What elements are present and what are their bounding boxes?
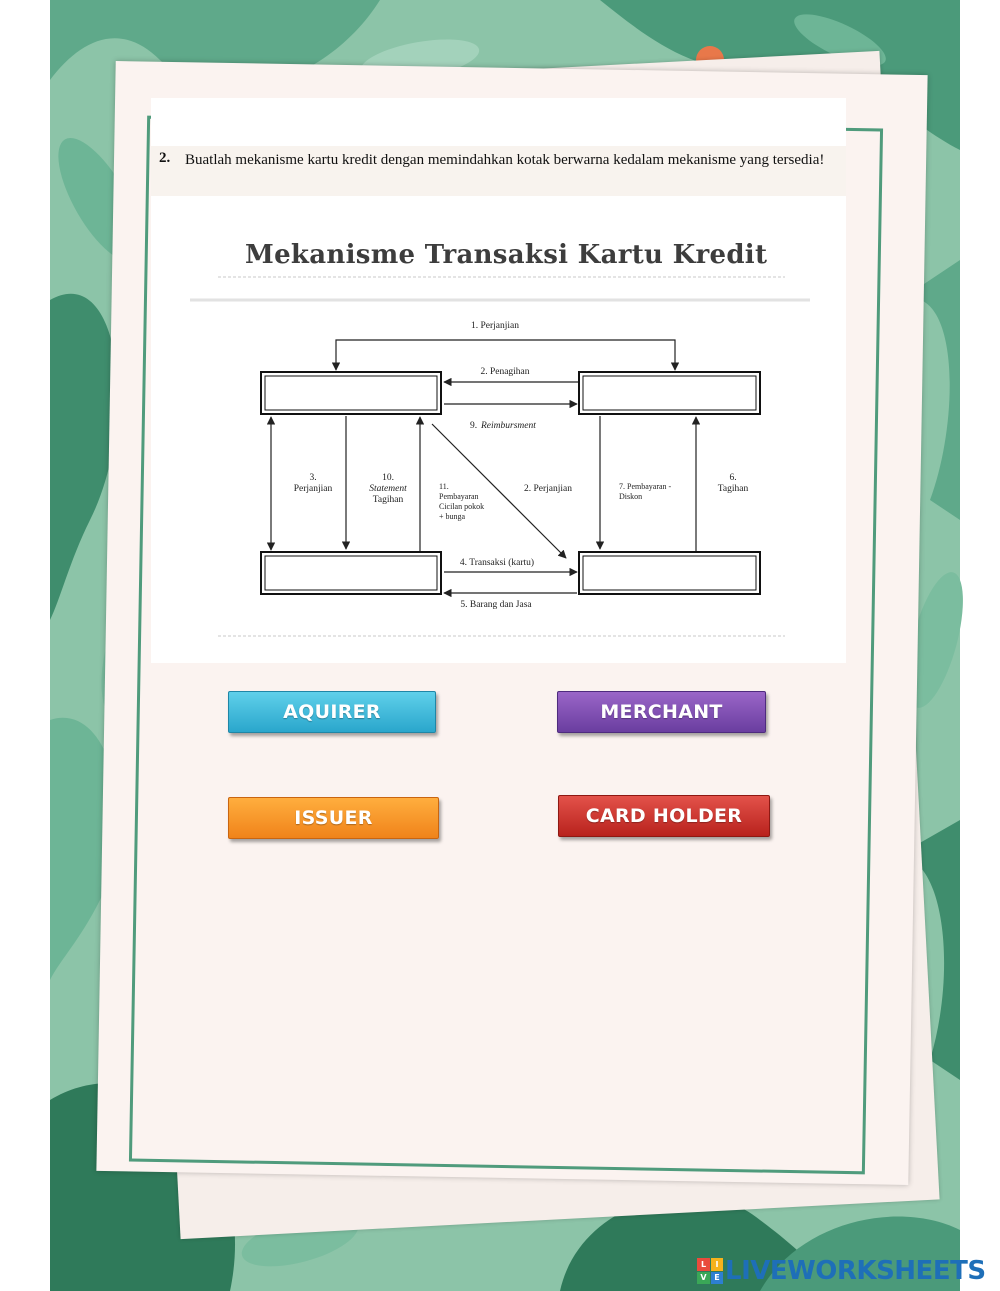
label-pembayaran-11-line3: + bunga bbox=[439, 512, 466, 521]
label-pembayaran-11-line1: Pembayaran bbox=[439, 492, 479, 501]
aquirer-option-button[interactable]: AQUIRER bbox=[228, 691, 436, 733]
logo-letter: L bbox=[697, 1258, 710, 1271]
question-text: Buatlah mekanisme kartu kredit dengan memindahkan kotak berwarna kedalam mekanisme yang tersedia! bbox=[185, 152, 825, 168]
label-reimbursment-num: 9. bbox=[470, 421, 478, 431]
drop-box-top-right[interactable] bbox=[579, 372, 760, 414]
label-penagihan: 2. Penagihan bbox=[480, 367, 530, 377]
logo-letter: V bbox=[697, 1272, 710, 1285]
label-perjanjian-2: 2. Perjanjian bbox=[524, 484, 573, 494]
label-barang: 5. Barang dan Jasa bbox=[460, 600, 532, 610]
logo-letter: I bbox=[711, 1258, 724, 1271]
label-statement: Statement bbox=[369, 484, 407, 494]
diagram-title: Mekanisme Transaksi Kartu Kredit bbox=[245, 240, 768, 270]
liveworksheets-logo-icon bbox=[697, 1258, 723, 1284]
liveworksheets-brand[interactable] bbox=[697, 1256, 986, 1286]
label-tagihan-6-num: 6. bbox=[729, 473, 737, 483]
label-pembayaran-11-line2: Cicilan pokok bbox=[439, 502, 485, 511]
brand-name: LIVEWORKSHEETS bbox=[725, 1256, 986, 1286]
label-pembayaran-11-num: 11. bbox=[439, 482, 449, 491]
label-perjanjian-top: 1. Perjanjian bbox=[470, 321, 520, 331]
label-pembayaran-7-line1: 7. Pembayaran - bbox=[619, 482, 672, 491]
label-tagihan-10: Tagihan bbox=[372, 495, 404, 505]
label-transaksi: 4. Transaksi (kartu) bbox=[459, 558, 535, 568]
label-pembayaran-7-line2: Diskon bbox=[619, 492, 643, 501]
issuer-option-button[interactable]: ISSUER bbox=[228, 797, 439, 839]
label-perjanjian-3-num: 3. bbox=[309, 473, 317, 483]
merchant-option-button[interactable]: MERCHANT bbox=[557, 691, 766, 733]
label-perjanjian-3: Perjanjian bbox=[293, 484, 333, 494]
label-reimbursment: Reimbursment bbox=[481, 421, 536, 431]
drop-box-top-left[interactable] bbox=[261, 372, 441, 414]
label-statement-num: 10. bbox=[382, 473, 394, 483]
card-holder-option-button[interactable]: CARD HOLDER bbox=[558, 795, 770, 837]
logo-letter: E bbox=[711, 1272, 724, 1285]
drop-box-bottom-right[interactable] bbox=[579, 552, 760, 594]
label-tagihan-6: Tagihan bbox=[717, 484, 749, 494]
arrow-perjanjian-top bbox=[336, 340, 675, 370]
question-number: 2. bbox=[159, 150, 171, 166]
drop-box-bottom-left[interactable] bbox=[261, 552, 441, 594]
